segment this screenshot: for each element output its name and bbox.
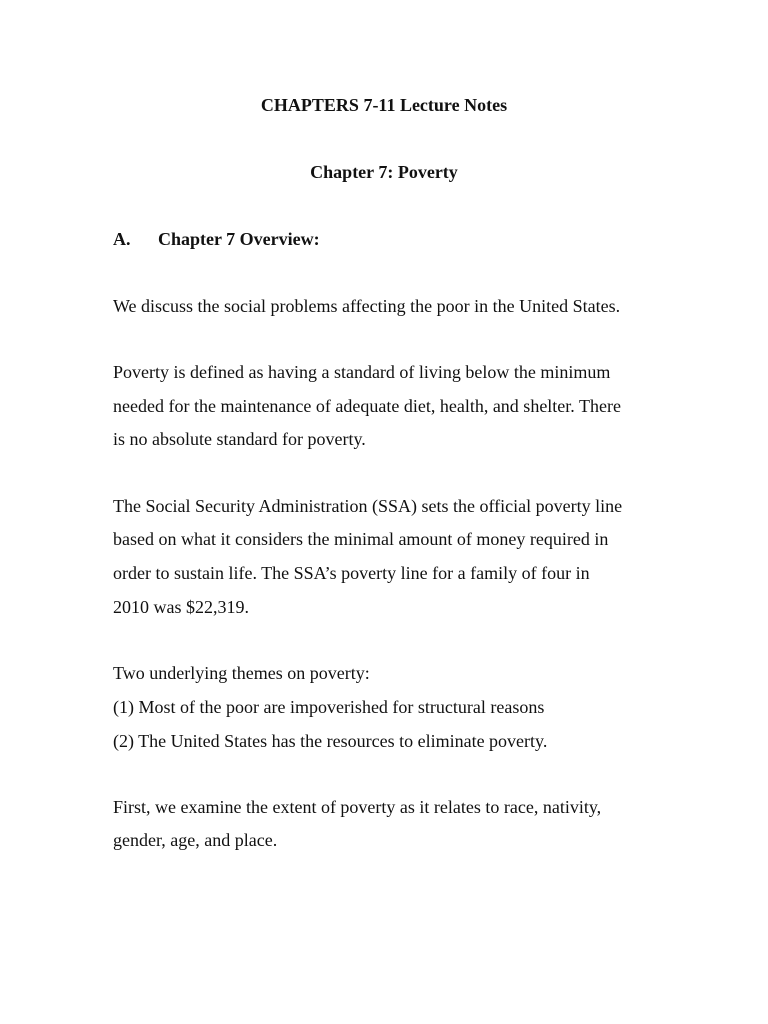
document-title: CHAPTERS 7-11 Lecture Notes (260, 95, 508, 115)
paragraph-line: order to sustain life. The SSA’s poverty line for a family of four in (113, 563, 590, 583)
section-title: Chapter 7 Overview: (158, 229, 320, 249)
paragraph-line: 2010 was $22,319. (113, 597, 249, 617)
paragraph-line: is no absolute standard for poverty. (113, 429, 366, 449)
paragraph-line: Poverty is defined as having a standard of living below the minimum (113, 362, 611, 382)
paragraph-line: First, we examine the extent of poverty as it relates to race, nativity, (113, 797, 602, 817)
chapter-heading: Chapter 7: Poverty (310, 162, 458, 182)
paragraph-line: based on what it considers the minimal amount of money required in (113, 529, 609, 549)
paragraph-line: Two underlying themes on poverty: (113, 663, 370, 683)
paragraph-line: (2) The United States has the resources to eliminate poverty. (113, 731, 548, 751)
paragraph-line: The Social Security Administration (SSA) sets the official poverty line (113, 496, 623, 516)
section-letter: A. (113, 229, 131, 249)
paragraph-line: (1) Most of the poor are impoverished for structural reasons (113, 697, 545, 717)
paragraph-line: needed for the maintenance of adequate diet, health, and shelter. There (113, 396, 621, 416)
paragraph-line: gender, age, and place. (113, 830, 278, 850)
paragraph-line: We discuss the social problems affecting the poor in the United States. (113, 296, 621, 316)
